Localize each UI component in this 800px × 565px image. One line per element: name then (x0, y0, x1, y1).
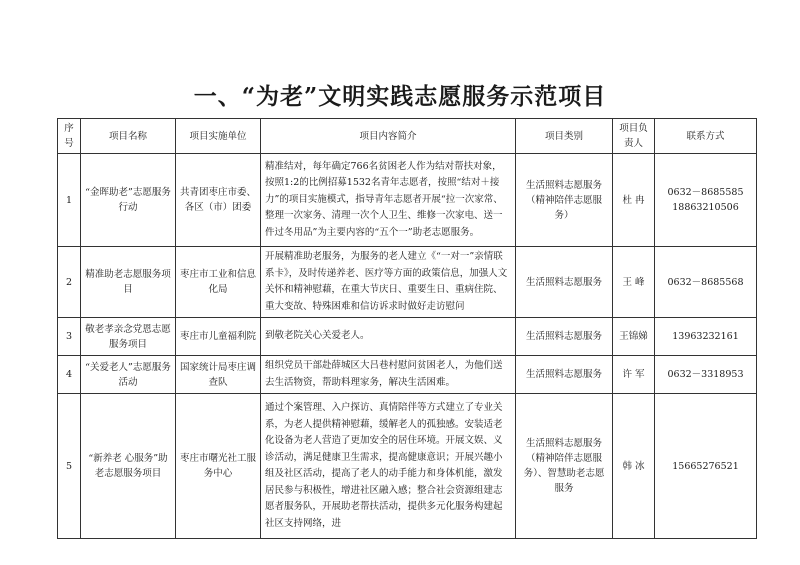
cell-owner: 韩 冰 (613, 394, 655, 539)
cell-category: 生活照料志愿服务 (516, 318, 613, 356)
cell-contact: 0632－8685568 (655, 247, 757, 318)
cell-category: 生活照料志愿服务（精神陪伴志愿服务） (516, 154, 613, 247)
cell-unit: 枣庄市曙光社工服务中心 (176, 394, 261, 539)
cell-owner: 杜 冉 (613, 154, 655, 247)
project-table (57, 118, 757, 539)
cell-category: 生活照料志愿服务（精神陪伴志愿服务）、智慧助老志愿服务 (516, 394, 613, 539)
header-content: 项目内容简介 (261, 119, 516, 154)
cell-content: 开展精准助老服务，为服务的老人建立《“一对一”亲情联系卡》，及时传递养老、医疗等方面的政策信息，加强人文关怀和精神慰藉，在重大节庆日、重要生日、重病住院、重大变故、特殊困难和信访诉求时做好走访慰问 (261, 247, 516, 318)
cell-no: 5 (58, 394, 81, 539)
table-row (58, 394, 757, 539)
table-row (58, 318, 757, 356)
cell-unit: 枣庄市儿童福利院 (176, 318, 261, 356)
cell-contact: 13963232161 (655, 318, 757, 356)
cell-no: 1 (58, 154, 81, 247)
cell-unit: 共青团枣庄市委、各区（市）团委 (176, 154, 261, 247)
cell-name: 精准助老志愿服务项目 (81, 247, 176, 318)
cell-category: 生活照料志愿服务 (516, 247, 613, 318)
cell-category: 生活照料志愿服务 (516, 356, 613, 394)
cell-content: 到敬老院关心关爱老人。 (261, 318, 516, 356)
header-unit: 项目实施单位 (176, 119, 261, 154)
cell-owner: 王 峰 (613, 247, 655, 318)
table-row (58, 356, 757, 394)
header-no: 序号 (58, 119, 81, 154)
table-row (58, 247, 757, 318)
cell-name: “关爱老人”志愿服务活动 (81, 356, 176, 394)
page-title: 一、“为老”文明实践志愿服务示范项目 (193, 83, 607, 110)
cell-unit: 枣庄市工业和信息化局 (176, 247, 261, 318)
cell-name: “新养老 心服务”助老志愿服务项目 (81, 394, 176, 539)
cell-content: 组织党员干部赴薛城区大吕巷村慰问贫困老人，为他们送去生活物资，帮助料理家务，解决生活困难。 (261, 356, 516, 394)
cell-no: 3 (58, 318, 81, 356)
header-category: 项目类别 (516, 119, 613, 154)
cell-no: 4 (58, 356, 81, 394)
header-name: 项目名称 (81, 119, 176, 154)
cell-contact: 0632－3318953 (655, 356, 757, 394)
cell-name: 敬老孝亲念党恩志愿服务项目 (81, 318, 176, 356)
cell-owner: 王锦娣 (613, 318, 655, 356)
header-contact: 联系方式 (655, 119, 757, 154)
header-owner: 项目负责人 (613, 119, 655, 154)
cell-content: 通过个案管理、入户探访、真情陪伴等方式建立了专业关系，为老人提供精神慰藉，缓解老人的孤独感。安装适老化设备为老人营造了更加安全的居住环境。开展文娱、义诊活动，满足健康卫生需求，提高健康意识；开展兴趣小组及社区活动，提高了老人的动手能力和身体机能，激发居民参与积极性，增进社区融入感；整合社会资源组建志愿者服务队，开展助老帮扶活动，提供多元化服务构建起社区支持网络，进 (261, 394, 516, 539)
cell-contact: 15665276521 (655, 394, 757, 539)
cell-owner: 许 军 (613, 356, 655, 394)
cell-no: 2 (58, 247, 81, 318)
table-row (58, 154, 757, 247)
cell-content: 精准结对，每年确定766名贫困老人作为结对帮扶对象，按照1:2的比例招募1532名青年志愿者，按照“结对＋接力”的项目实施模式，指导青年志愿者开展“拉一次家常、整理一次家务、清理一次个人卫生、维修一次家电、送一件过冬用品”为主要内容的“五个一”助老志愿服务。 (261, 154, 516, 247)
table-header-row (58, 119, 757, 154)
cell-contact: 0632－8685585 18863210506 (655, 154, 757, 247)
cell-unit: 国家统计局枣庄调查队 (176, 356, 261, 394)
cell-name: “金晖助老”志愿服务行动 (81, 154, 176, 247)
